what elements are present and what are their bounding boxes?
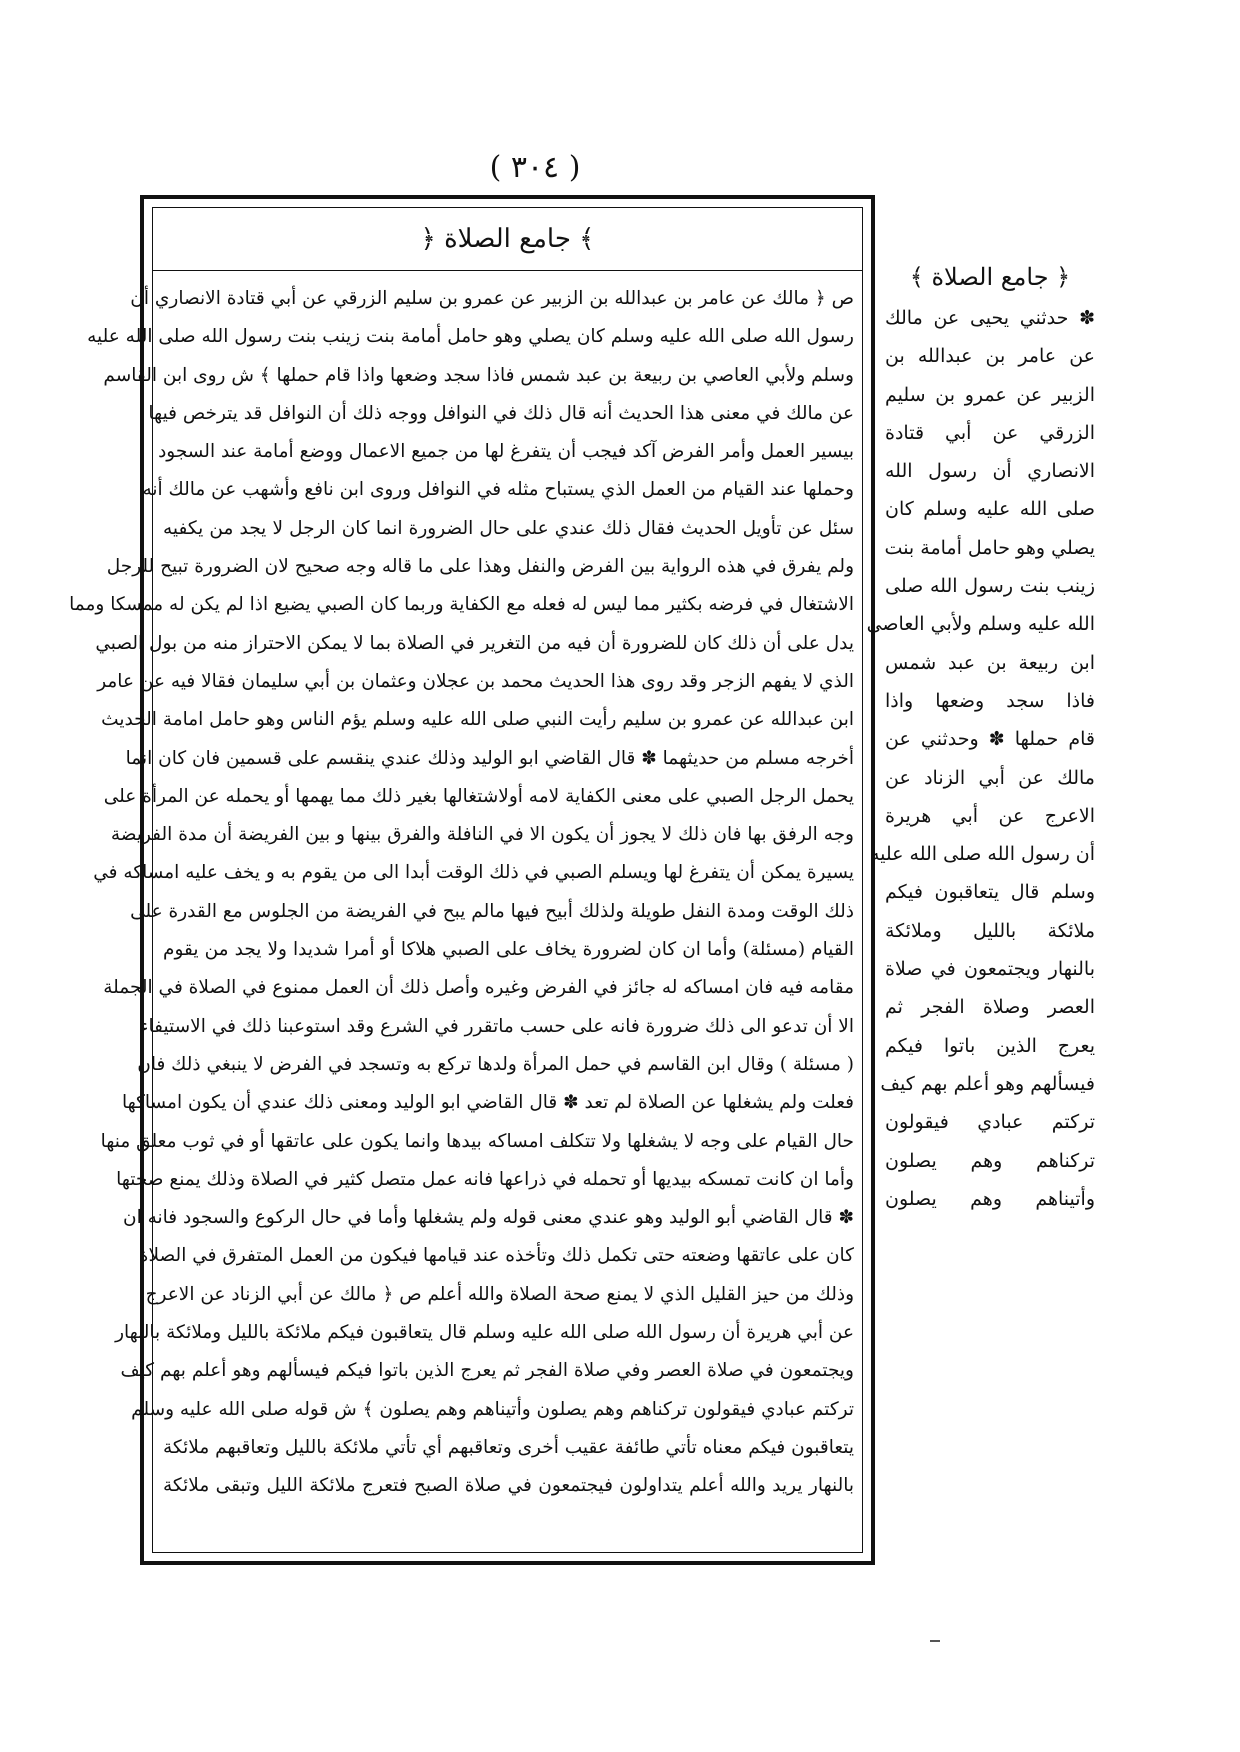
side-text-line: يصلي وهو حامل أمامة بنت [884,536,1095,559]
main-text-line: ذلك الوقت ومدة النفل طويلة ولذلك أبيح فيها مالم يبح في الفريضة من الجلوس مع القدرة على [130,900,854,922]
side-text-line: فيسألهم وهو أعلم بهم كيف [880,1072,1095,1095]
side-text-line: مالك عن أبي الزناد عن [885,766,1095,789]
main-block-header: ﴿ جامع الصلاة ﴾ [153,208,862,271]
side-text-line: تركتم عبادي فيقولون [885,1111,1095,1134]
main-text-line: وذلك من حيز القليل الذي لا يمنع صحة الصلاة والله أعلم ص ﴿ مالك عن أبي الزناد عن الاعرج [145,1283,854,1305]
main-text-line: وحملها عند القيام من العمل الذي يستباح مثله في النوافل وروى ابن نافع وأشهب عن مالك أنه [142,479,854,501]
side-text-line: زينب بنت رسول الله صلى [885,575,1095,598]
main-text-line: القيام (مسئلة) وأما ان كان لضرورة يخاف على الصبي هلاكا أو أمرا شديدا ولا يجد من يقوم [163,939,854,961]
side-text-line: تركناهم وهم يصلون [885,1149,1095,1172]
main-text-line: فعلت ولم يشغلها عن الصلاة لم تعد ✽ قال القاضي ابو الوليد ومعنى ذلك عندي أن يكون امساكها [121,1092,854,1114]
side-text-line: ابن ربيعة بن عبد شمس [885,651,1095,674]
main-text-line: كان على عاتقها وضعته حتى تكمل ذلك وتأخذه عند قيامها فيكون من العمل المتفرق في الصلاة [138,1245,854,1267]
side-text-line: بالنهار ويجتمعون في صلاة [885,958,1095,981]
main-text-line: رسول الله صلى الله عليه وسلم كان يصلي وهو حامل أمامة بنت زينب بنت رسول الله صلى الله عليه [87,326,854,348]
main-text-line: تركتم عبادي فيقولون تركناهم وهم يصلون وأتيناهم وهم يصلون ﴾ ش قوله صلى الله عليه وسلم [131,1398,854,1420]
side-text-line: وأتيناهم وهم يصلون [885,1187,1095,1210]
main-text-line: ويجتمعون في صلاة العصر وفي صلاة الفجر ثم يعرج الذين باتوا فيكم فيسألهم وهو أعلم بهم كيف [120,1360,854,1382]
main-text-body [69,280,854,1546]
side-text-line: قام حملها ✽ وحدثني عن [885,728,1095,751]
side-column-text [866,299,1095,1218]
main-text-line: الا أن تدعو الى ذلك ضرورة فانه على حسب ماتقرر في الشرع وقد استوعبنا ذلك في الاستيفاء [139,1015,854,1037]
main-text-frame [69,195,875,1565]
main-text-line: يسيرة يمكن أن يتفرغ لها ويسلم الصبي في ذلك الوقت أبدا الى من يقوم به و يخف عليه امساكه في [93,862,854,884]
side-text-line: صلى الله عليه وسلم كان [885,498,1095,521]
main-text-line: عن أبي هريرة أن رسول الله صلى الله عليه وسلم قال يتعاقبون فيكم ملائكة بالليل وملائكة بالنهار [115,1322,854,1344]
side-text-line: العصر وصلاة الفجر ثم [885,996,1095,1019]
side-text-line: فاذا سجد وضعها واذا [885,689,1095,712]
main-text-line: يدل على أن ذلك كان للضرورة أن فيه من التغرير في الصلاة بما لا يمكن الاحتراز منه من بول الصبي [95,632,854,654]
main-text-line: أخرجه مسلم من حديثهما ✽ قال القاضي ابو الوليد وذلك عندي ينقسم على قسمين فان كان انما [125,747,854,769]
main-text-line: ص ﴿ مالك عن عامر بن عبدالله بن الزبير عن عمرو بن سليم الزرقي عن أبي قتادة الانصاري أن [130,288,854,309]
main-text-line: عن مالك في معنى هذا الحديث أنه قال ذلك في النوافل ووجه ذلك أن النوافل قد يترخص فيها [148,402,854,424]
page-number: ( ٣٠٤ ) [489,150,581,185]
side-text-line: أن رسول الله صلى الله عليه [869,843,1095,866]
side-text-line: ✽ حدثني يحيى عن مالك [885,307,1095,329]
main-text-line: حال القيام على وجه لا يشغلها ولا تتكلف امساكه بيدها وانما يكون على عاتقها أو في ثوب معلق منها [100,1130,854,1152]
main-text-line: وجه الرفق بها فان ذلك لا يجوز أن يكون الا في النافلة والفرق بينها و بين الفريضة أن مدة الفريضة [110,824,854,846]
main-text-line: الاشتغال في فرضه بكثير مما ليس له فعله مع الكفاية وربما كان الصبي يضيع اذا لم يكن له ممسكا ومما [69,594,854,616]
side-column [866,255,1095,1218]
main-text-line: يتعاقبون فيكم معناه تأتي طائفة عقيب أخرى وتعاقبهم أي تأتي ملائكة بالليل وتعاقبهم ملائكة [163,1436,854,1458]
side-text-line: الانصاري أن رسول الله [885,460,1095,483]
side-text-line: الله عليه وسلم ولأبي العاصي [866,613,1095,636]
side-text-line: الزبير عن عمرو بن سليم [885,383,1095,406]
page-corner-mark [930,1640,940,1642]
side-text-line: عن عامر بن عبدالله بن [885,345,1095,368]
main-text-inner-border [69,207,863,1553]
main-text-line: بالنهار يريد والله أعلم يتداولون فيجتمعون في صلاة الصبح فتعرج ملائكة الليل وتبقى ملائكة [163,1475,854,1497]
side-text-line: ملائكة بالليل وملائكة [885,919,1095,942]
main-text-line: مقامه فيه فان امساكه له جائز في الفرض وغيره وأصل ذلك أن العمل ممنوع في الصلاة في الجملة [103,977,854,999]
side-text-line: يعرج الذين باتوا فيكم [885,1034,1095,1057]
main-text-line: الذي لا يفهم الزجر وقد روى هذا الحديث محمد بن عجلان وعثمان بن أبي سليمان فقالا فيه عن عامر [97,670,854,692]
main-text-line: وسلم ولأبي العاصي بن ربيعة بن عبد شمس فاذا سجد وضعها واذا قام حملها ﴾ ش روى ابن القاسم [103,364,854,386]
side-text-line: وسلم قال يتعاقبون فيكم [885,881,1095,904]
side-text-line: الاعرج عن أبي هريرة [885,804,1095,827]
main-text-line: ولم يفرق في هذه الرواية بين الفرض والنفل وهذا على ما قاله وجه صحيح لان الضرورة تبيح للرجل [106,556,854,578]
main-text-line: ( مسئلة ) وقال ابن القاسم في حمل المرأة ولدها تركع به وتسجد في الفرض لا ينبغي ذلك فان [137,1053,854,1075]
main-text-line: ابن عبدالله عن عمرو بن سليم رأيت النبي صلى الله عليه وسلم يؤم الناس وهو حامل امامة الحديث [101,709,854,731]
main-text-line: سئل عن تأويل الحديث فقال ذلك عندي على حال الضرورة انما كان الرجل لا يجد من يكفيه [163,517,854,539]
main-text-line: يحمل الرجل الصبي على معنى الكفاية لامه أولاشتغالها بغير ذلك مما يهمها أو يحمله عن المرأة على [103,785,854,807]
main-text-line: بيسير العمل وأمر الفرض آكد فيجب أن يتفرغ لها من جميع الاعمال ووضع أمامة عند السجود [158,441,854,463]
side-column-heading: ﴿ جامع الصلاة ﴾ [909,263,1071,291]
main-text-line: ✽ قال القاضي أبو الوليد وهو عندي معنى قوله ولم يشغلها وأما في حال الركوع والسجود فانه ان [122,1207,854,1229]
main-text-line: وأما ان كانت تمسكه بيديها أو تحمله في ذراعها فانه عمل متصل كثير في الصلاة وذلك يمنع صحتها [116,1168,854,1190]
side-text-line: الزرقي عن أبي قتادة [885,421,1095,444]
